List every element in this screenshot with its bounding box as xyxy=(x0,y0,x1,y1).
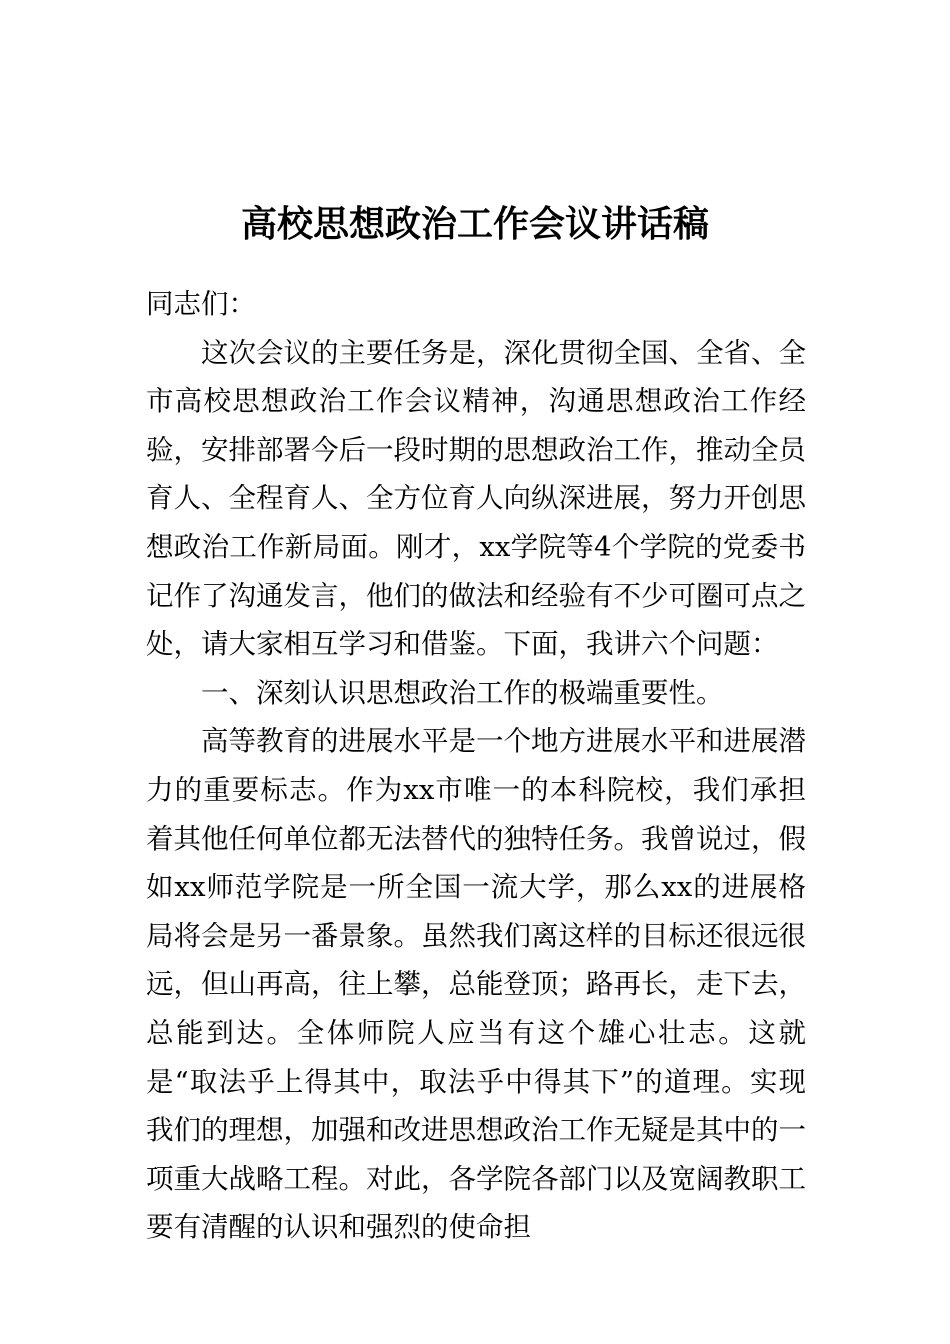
salutation: 同志们： xyxy=(146,288,256,320)
document-title: 高校思想政治工作会议讲话稿 xyxy=(240,203,709,246)
paragraph-intro: 这次会议的主要任务是，深化贯彻全国、全省、全市高校思想政治工作会议精神，沟通思想政治工作经验，安排部署今后一段时期的思想政治工作，推动全员育人、全程育人、全方位育人向纵深进展，努力开创思想政治工作新局面。刚才，xx学院等4个学院的党委书记作了沟通发言，他们的做法和经验有不少可圈可点之处，请大家相互学习和借鉴。下面，我讲六个问题： xyxy=(146,336,806,661)
section-heading-1: 一、深刻认识思想政治工作的极端重要性。 xyxy=(201,676,724,709)
paragraph-section-1: 高等教育的进展水平是一个地方进展水平和进展潜力的重要标志。作为xx市唯一的本科院校，我们承担着其他任何单位都无法替代的独特任务。我曾说过，假如xx师范学院是一所全国一流大学，那么xx的进展格局将会是另一番景象。虽然我们离这样的目标还很远很远，但山再高，往上攀，总能登顶；路再长，走下去，总能到达。全体师院人应当有这个雄心壮志。这就是“取法乎上得其中，取法乎中得其下”的道理。实现我们的理想，加强和改进思想政治工作无疑是其中的一项重大战略工程。对此，各学院各部门以及宽阔教职工要有清醒的认识和强烈的使命担 xyxy=(146,725,806,1244)
document-body xyxy=(146,280,806,1252)
